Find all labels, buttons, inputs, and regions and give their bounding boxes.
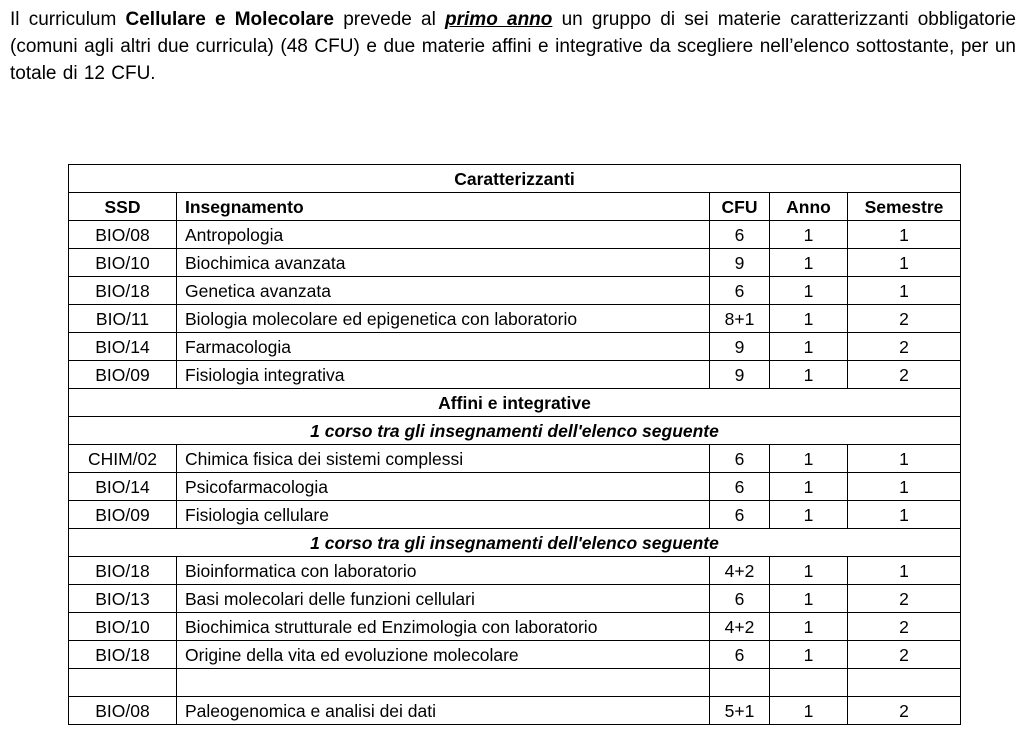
- cell-cfu: 6: [710, 221, 770, 249]
- table-row: [69, 473, 961, 501]
- table-row: [69, 361, 961, 389]
- cell-anno: 1: [770, 277, 848, 305]
- year-emphasis: primo anno: [445, 9, 553, 30]
- header-row: [69, 193, 961, 221]
- cell-cfu: 5+1: [710, 697, 770, 725]
- cell-ssd: BIO/18: [69, 557, 177, 585]
- cell-insegnamento: Biologia molecolare ed epigenetica con laboratorio: [177, 305, 710, 333]
- cell-semestre: 2: [848, 641, 961, 669]
- cell-ssd: BIO/14: [69, 473, 177, 501]
- cell-ssd: [69, 669, 177, 697]
- table-row: [69, 501, 961, 529]
- cell-ssd: BIO/14: [69, 333, 177, 361]
- cell-semestre: 2: [848, 361, 961, 389]
- cell-anno: [770, 669, 848, 697]
- cell-anno: 1: [770, 501, 848, 529]
- table-row: [69, 697, 961, 725]
- cell-cfu: 8+1: [710, 305, 770, 333]
- table-row: [69, 613, 961, 641]
- cell-insegnamento: Farmacologia: [177, 333, 710, 361]
- cell-insegnamento: Biochimica strutturale ed Enzimologia con laboratorio: [177, 613, 710, 641]
- cell-anno: 1: [770, 473, 848, 501]
- cell-insegnamento: [177, 669, 710, 697]
- cell-insegnamento: Fisiologia integrativa: [177, 361, 710, 389]
- cell-anno: 1: [770, 585, 848, 613]
- cell-ssd: BIO/08: [69, 697, 177, 725]
- cell-anno: 1: [770, 221, 848, 249]
- cell-ssd: BIO/18: [69, 277, 177, 305]
- section-row-caratterizzanti: [69, 165, 961, 193]
- section-title-caratterizzanti: Caratterizzanti: [69, 165, 961, 193]
- cell-ssd: BIO/13: [69, 585, 177, 613]
- table-row: [69, 557, 961, 585]
- header-insegnamento: Insegnamento: [177, 193, 710, 221]
- cell-semestre: 2: [848, 613, 961, 641]
- cell-cfu: 6: [710, 641, 770, 669]
- cell-ssd: BIO/10: [69, 613, 177, 641]
- cell-insegnamento: Fisiologia cellulare: [177, 501, 710, 529]
- cell-semestre: 1: [848, 501, 961, 529]
- curriculum-table: [68, 164, 961, 725]
- cell-ssd: CHIM/02: [69, 445, 177, 473]
- section-title-affini: Affini e integrative: [69, 389, 961, 417]
- cell-ssd: BIO/18: [69, 641, 177, 669]
- header-semestre: Semestre: [848, 193, 961, 221]
- cell-anno: 1: [770, 613, 848, 641]
- cell-insegnamento: Chimica fisica dei sistemi complessi: [177, 445, 710, 473]
- intro-paragraph: [10, 6, 1016, 87]
- table-row: [69, 333, 961, 361]
- cell-cfu: 4+2: [710, 613, 770, 641]
- cell-semestre: 2: [848, 697, 961, 725]
- table-row: [69, 221, 961, 249]
- cell-insegnamento: Paleogenomica e analisi dei dati: [177, 697, 710, 725]
- header-cfu: CFU: [710, 193, 770, 221]
- cell-insegnamento: Psicofarmacologia: [177, 473, 710, 501]
- cell-semestre: 2: [848, 305, 961, 333]
- cell-cfu: 6: [710, 277, 770, 305]
- cell-semestre: 2: [848, 585, 961, 613]
- cell-cfu: 9: [710, 333, 770, 361]
- cell-cfu: 9: [710, 361, 770, 389]
- cell-insegnamento: Genetica avanzata: [177, 277, 710, 305]
- cell-insegnamento: Origine della vita ed evoluzione molecolare: [177, 641, 710, 669]
- group-row-1: [69, 417, 961, 445]
- cell-semestre: 1: [848, 445, 961, 473]
- cell-semestre: 1: [848, 277, 961, 305]
- table-row: [69, 305, 961, 333]
- cell-ssd: BIO/09: [69, 361, 177, 389]
- cell-semestre: 1: [848, 221, 961, 249]
- table-row: [69, 445, 961, 473]
- intro-text-3: un gruppo di sei materie caratterizzanti obbligatorie (comuni agli altri due curricula) (48 CFU) e due materie affini e integrative da scegliere nell’elenco sottostante, per un totale di 12 CFU.: [10, 9, 1016, 84]
- cell-anno: 1: [770, 697, 848, 725]
- empty-table-row: [69, 669, 961, 697]
- section-row-affini: [69, 389, 961, 417]
- group-row-2: [69, 529, 961, 557]
- cell-semestre: [848, 669, 961, 697]
- group-label-1: 1 corso tra gli insegnamenti dell'elenco seguente: [69, 417, 961, 445]
- cell-anno: 1: [770, 641, 848, 669]
- cell-anno: 1: [770, 445, 848, 473]
- cell-semestre: 1: [848, 473, 961, 501]
- cell-anno: 1: [770, 557, 848, 585]
- header-ssd: SSD: [69, 193, 177, 221]
- intro-text-1: Il curriculum: [10, 9, 126, 30]
- cell-cfu: 6: [710, 473, 770, 501]
- table-row: [69, 249, 961, 277]
- cell-cfu: 6: [710, 501, 770, 529]
- curriculum-name: Cellulare e Molecolare: [125, 9, 334, 30]
- cell-insegnamento: Basi molecolari delle funzioni cellulari: [177, 585, 710, 613]
- group-label-2: 1 corso tra gli insegnamenti dell'elenco seguente: [69, 529, 961, 557]
- cell-insegnamento: Antropologia: [177, 221, 710, 249]
- table-row: [69, 641, 961, 669]
- curriculum-table-body: [69, 165, 961, 725]
- cell-anno: 1: [770, 305, 848, 333]
- cell-insegnamento: Biochimica avanzata: [177, 249, 710, 277]
- cell-ssd: BIO/09: [69, 501, 177, 529]
- intro-text-2: prevede al: [334, 9, 446, 30]
- cell-semestre: 2: [848, 333, 961, 361]
- table-row: [69, 585, 961, 613]
- cell-cfu: [710, 669, 770, 697]
- cell-anno: 1: [770, 361, 848, 389]
- cell-insegnamento: Bioinformatica con laboratorio: [177, 557, 710, 585]
- cell-anno: 1: [770, 249, 848, 277]
- cell-ssd: BIO/08: [69, 221, 177, 249]
- cell-ssd: BIO/10: [69, 249, 177, 277]
- table-row: [69, 277, 961, 305]
- cell-semestre: 1: [848, 557, 961, 585]
- cell-cfu: 6: [710, 445, 770, 473]
- cell-cfu: 6: [710, 585, 770, 613]
- cell-anno: 1: [770, 333, 848, 361]
- cell-cfu: 9: [710, 249, 770, 277]
- header-anno: Anno: [770, 193, 848, 221]
- cell-ssd: BIO/11: [69, 305, 177, 333]
- cell-cfu: 4+2: [710, 557, 770, 585]
- cell-semestre: 1: [848, 249, 961, 277]
